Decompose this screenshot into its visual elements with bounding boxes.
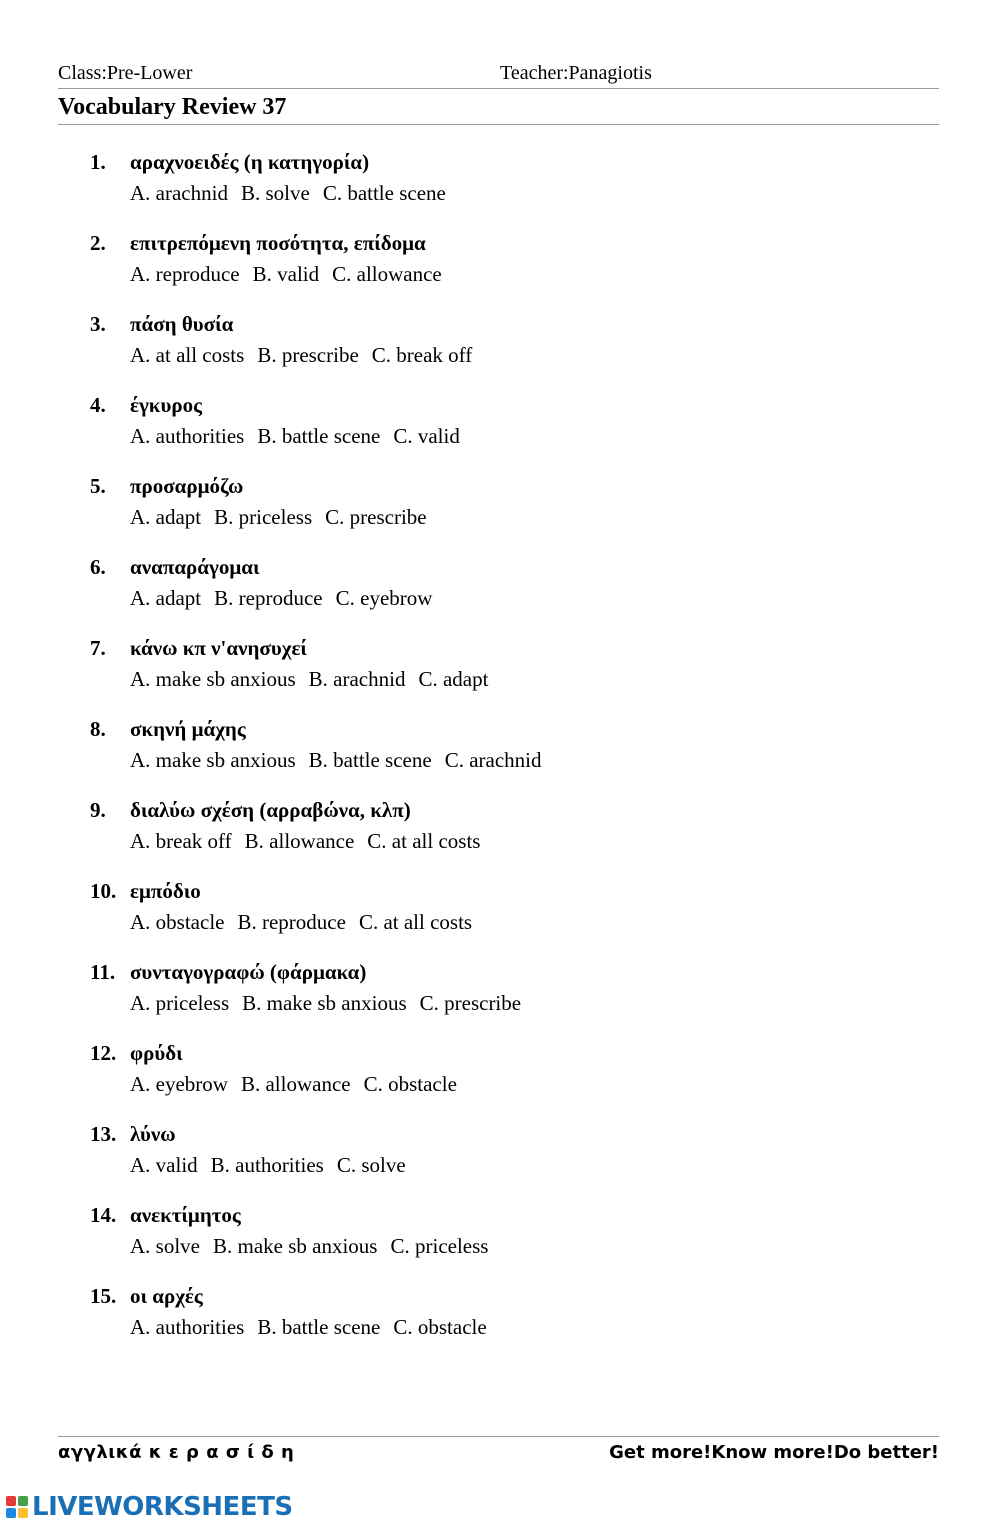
- question-word: συνταγογραφώ (φάρμακα): [130, 960, 367, 984]
- question-word: φρύδι: [130, 1041, 183, 1065]
- question-word: πάση θυσία: [130, 312, 234, 336]
- question-number: 8.: [90, 717, 106, 741]
- question-item: [58, 393, 939, 474]
- question-item: [58, 879, 939, 960]
- answer-option[interactable]: B. arachnid: [308, 667, 406, 691]
- question-number: 15.: [90, 1284, 117, 1308]
- answer-option[interactable]: A. valid: [130, 1153, 198, 1177]
- question-word: κάνω κπ ν'ανησυχεί: [130, 636, 307, 660]
- question-item: [58, 960, 939, 1041]
- question-item: [58, 231, 939, 312]
- answer-option[interactable]: B. battle scene: [257, 1315, 381, 1339]
- question-item: [58, 798, 939, 879]
- answer-option[interactable]: B. authorities: [210, 1153, 324, 1177]
- footer-author: αγγλικά κ ε ρ α σ ί δ η: [58, 1442, 295, 1463]
- question-number: 13.: [90, 1122, 117, 1146]
- question-number: 14.: [90, 1203, 117, 1227]
- answer-option[interactable]: B. priceless: [214, 505, 313, 529]
- answer-option[interactable]: A. make sb anxious: [130, 667, 296, 691]
- answer-option[interactable]: A. break off: [130, 829, 232, 853]
- question-word: αραχνοειδές (η κατηγορία): [130, 150, 370, 174]
- question-word: λύνω: [130, 1122, 176, 1146]
- answer-option[interactable]: A. obstacle: [130, 910, 225, 934]
- liveworksheets-brand[interactable]: [6, 1492, 293, 1522]
- answer-option[interactable]: B. make sb anxious: [242, 991, 407, 1015]
- footer-slogan: Get more!Know more!Do better!: [609, 1442, 939, 1463]
- question-word: σκηνή μάχης: [130, 717, 246, 741]
- answer-options: [130, 1072, 470, 1097]
- brand-name: LIVEWORKSHEETS: [32, 1492, 293, 1522]
- answer-option[interactable]: B. allowance: [240, 1072, 351, 1096]
- question-item: [58, 1203, 939, 1284]
- answer-option[interactable]: A. eyebrow: [130, 1072, 228, 1096]
- question-number: 1.: [90, 150, 106, 174]
- answer-option[interactable]: B. reproduce: [214, 586, 323, 610]
- answer-option[interactable]: A. adapt: [130, 586, 202, 610]
- answer-options: [130, 991, 534, 1016]
- answer-option[interactable]: A. priceless: [130, 991, 230, 1015]
- answer-option[interactable]: A. authorities: [130, 424, 245, 448]
- question-item: [58, 1284, 939, 1365]
- answer-options: [130, 748, 555, 773]
- answer-option[interactable]: A. reproduce: [130, 262, 240, 286]
- answer-option[interactable]: C. arachnid: [444, 748, 542, 772]
- question-number: 2.: [90, 231, 106, 255]
- question-number: 11.: [90, 960, 116, 984]
- question-number: 9.: [90, 798, 106, 822]
- answer-option[interactable]: C. adapt: [418, 667, 489, 691]
- question-word: επιτρεπόμενη ποσότητα, επίδομα: [130, 231, 426, 255]
- answer-option[interactable]: B. make sb anxious: [213, 1234, 378, 1258]
- teacher-label: Teacher:Panagiotis: [500, 62, 652, 84]
- answer-option[interactable]: C. break off: [371, 343, 473, 367]
- title-divider: [58, 124, 939, 125]
- answer-option[interactable]: C. solve: [336, 1153, 406, 1177]
- class-label: Class:Pre-Lower: [58, 62, 193, 84]
- answer-option[interactable]: C. valid: [393, 424, 460, 448]
- answer-option[interactable]: C. prescribe: [419, 991, 522, 1015]
- header-divider: [58, 88, 939, 89]
- question-item: [58, 312, 939, 393]
- answer-options: [130, 1234, 501, 1259]
- answer-option[interactable]: B. battle scene: [257, 424, 381, 448]
- answer-options: [130, 424, 473, 449]
- answer-options: [130, 343, 485, 368]
- answer-option[interactable]: C. battle scene: [322, 181, 446, 205]
- question-number: 10.: [90, 879, 117, 903]
- question-word: αναπαράγομαι: [130, 555, 260, 579]
- answer-option[interactable]: C. eyebrow: [335, 586, 433, 610]
- question-item: [58, 150, 939, 231]
- answer-option[interactable]: A. solve: [130, 1234, 200, 1258]
- answer-option[interactable]: A. arachnid: [130, 181, 228, 205]
- question-item: [58, 1122, 939, 1203]
- answer-options: [130, 1153, 419, 1178]
- page-title: Vocabulary Review 37: [58, 94, 287, 120]
- answer-options: [130, 910, 485, 935]
- liveworksheets-logo-icon: [6, 1496, 28, 1518]
- question-list: [58, 150, 939, 1365]
- question-number: 6.: [90, 555, 106, 579]
- question-number: 3.: [90, 312, 106, 336]
- answer-option[interactable]: C. at all costs: [367, 829, 481, 853]
- answer-options: [130, 505, 440, 530]
- answer-option[interactable]: B. valid: [252, 262, 320, 286]
- question-number: 4.: [90, 393, 106, 417]
- answer-option[interactable]: B. solve: [240, 181, 310, 205]
- answer-options: [130, 181, 459, 206]
- answer-option[interactable]: B. battle scene: [308, 748, 432, 772]
- question-number: 7.: [90, 636, 106, 660]
- question-word: οι αρχές: [130, 1284, 203, 1308]
- answer-option[interactable]: C. obstacle: [363, 1072, 457, 1096]
- answer-option[interactable]: B. allowance: [244, 829, 355, 853]
- answer-option[interactable]: C. at all costs: [358, 910, 473, 934]
- question-item: [58, 555, 939, 636]
- question-item: [58, 636, 939, 717]
- answer-options: [130, 829, 493, 854]
- question-item: [58, 474, 939, 555]
- answer-option[interactable]: A. authorities: [130, 1315, 245, 1339]
- question-word: προσαρμόζω: [130, 474, 244, 498]
- answer-option[interactable]: A. at all costs: [130, 343, 245, 367]
- answer-option[interactable]: A. adapt: [130, 505, 202, 529]
- answer-options: [130, 667, 501, 692]
- answer-option[interactable]: B. reproduce: [237, 910, 346, 934]
- question-word: διαλύω σχέση (αρραβώνα, κλπ): [130, 798, 411, 822]
- question-item: [58, 1041, 939, 1122]
- answer-options: [130, 262, 455, 287]
- answer-option[interactable]: C. priceless: [390, 1234, 489, 1258]
- answer-option[interactable]: C. prescribe: [325, 505, 427, 529]
- question-word: εμπόδιο: [130, 879, 201, 903]
- answer-options: [130, 1315, 500, 1340]
- question-number: 5.: [90, 474, 106, 498]
- question-item: [58, 717, 939, 798]
- question-word: ανεκτίμητος: [130, 1203, 241, 1227]
- answer-options: [130, 586, 445, 611]
- answer-option[interactable]: A. make sb anxious: [130, 748, 296, 772]
- footer-divider: [58, 1436, 939, 1437]
- question-word: έγκυρος: [130, 393, 202, 417]
- answer-option[interactable]: C. allowance: [332, 262, 442, 286]
- answer-option[interactable]: B. prescribe: [257, 343, 359, 367]
- answer-option[interactable]: C. obstacle: [393, 1315, 487, 1339]
- worksheet-header: [58, 62, 939, 88]
- question-number: 12.: [90, 1041, 117, 1065]
